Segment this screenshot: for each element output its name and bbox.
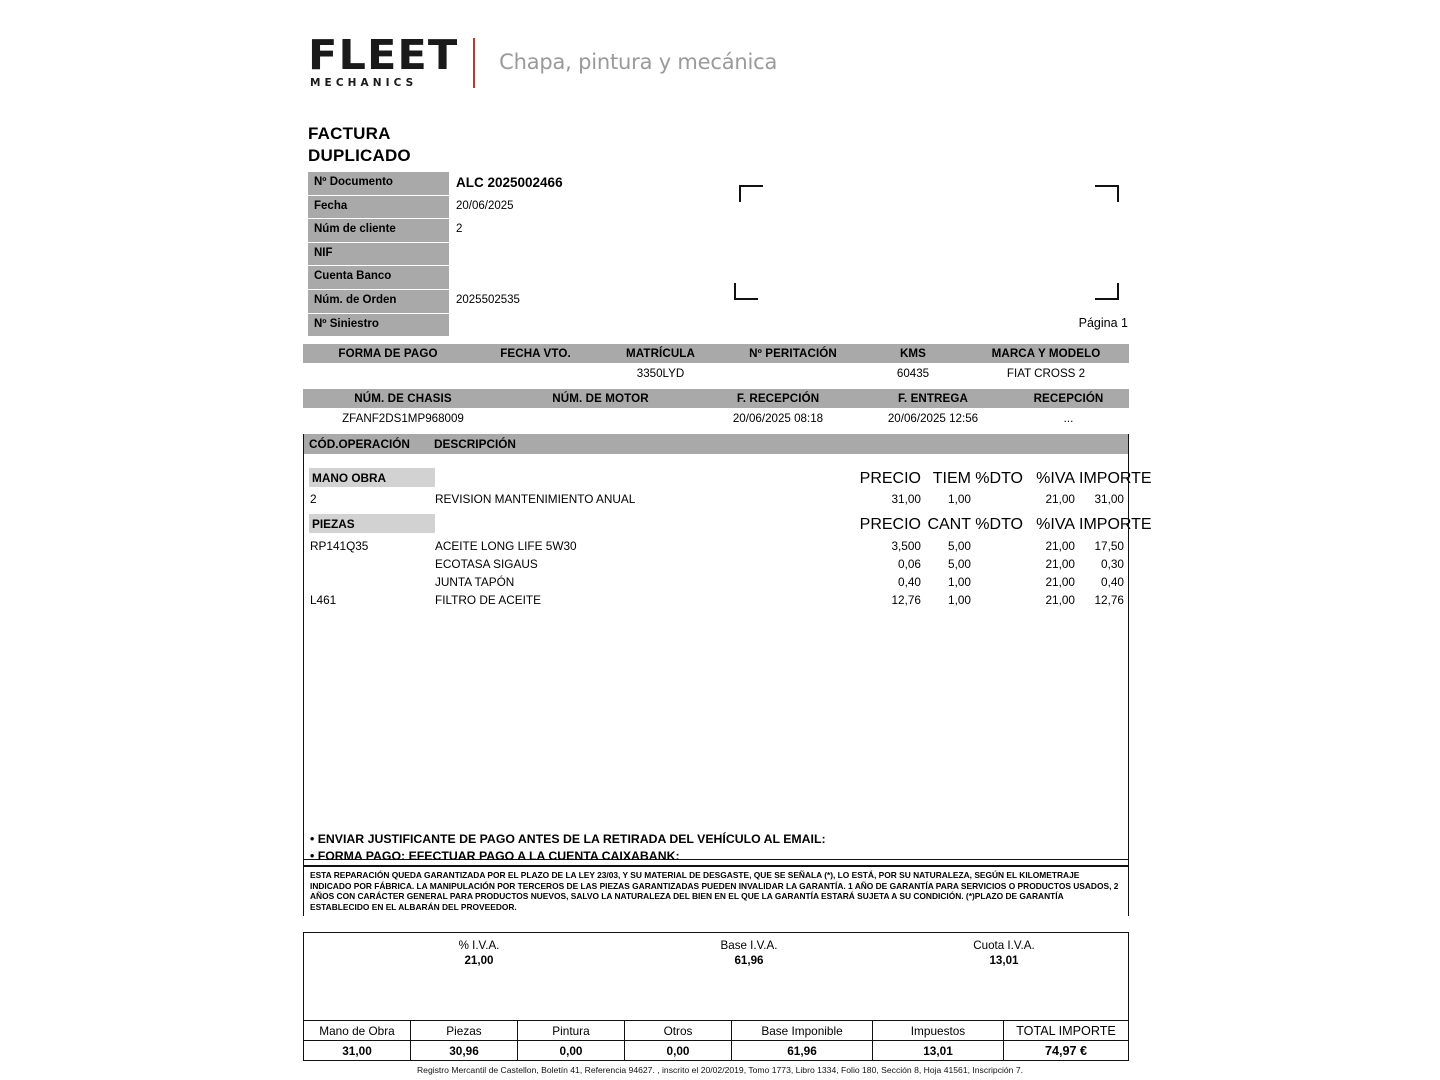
meta-row bbox=[308, 196, 598, 220]
table-row bbox=[303, 363, 1129, 384]
meta-value-num-cliente: 2 bbox=[456, 223, 463, 236]
item-cod: L461 bbox=[310, 593, 337, 607]
value-f-entrega: 20/06/2025 12:56 bbox=[858, 408, 1008, 429]
total-value-otros: 0,00 bbox=[625, 1041, 732, 1061]
item-iva: 21,00 bbox=[1045, 492, 1075, 506]
total-col-total-importe: TOTAL IMPORTE bbox=[1004, 1021, 1129, 1041]
iva-percent-label: % I.V.A. bbox=[458, 939, 500, 952]
value-num-de-motor bbox=[503, 408, 698, 429]
meta-value-nif bbox=[449, 243, 598, 267]
registry-footer: Registro Mercantil de Castellon, Boletín 41, Referencia 94627. , inscrito el 20/02/2019, Tomo 1773, Libro 1334, Folio 180, Sección 8, Hoja 41561, Inscripción 7. bbox=[416, 1065, 1024, 1075]
item-cod: 2 bbox=[310, 492, 317, 506]
section-label-mano-obra: MANO OBRA bbox=[309, 468, 435, 487]
item-cant: 1,00 bbox=[948, 593, 971, 607]
vehicle-info-table-top bbox=[303, 344, 1129, 384]
logo-tagline: Chapa, pintura y mecánica bbox=[499, 50, 778, 74]
meta-label-num-siniestro: Nº Siniestro bbox=[308, 314, 449, 338]
iva-summary-box bbox=[303, 932, 1129, 1020]
total-col-impuestos: Impuestos bbox=[873, 1021, 1004, 1041]
meta-label-fecha: Fecha bbox=[308, 196, 449, 220]
item-desc: ACEITE LONG LIFE 5W30 bbox=[435, 539, 577, 553]
address-cropmark-bottom-right bbox=[1095, 283, 1119, 300]
document-title: FACTURA bbox=[308, 124, 391, 143]
col-f-recepcion: F. RECEPCIÓN bbox=[698, 389, 858, 408]
value-f-recepcion: 20/06/2025 08:18 bbox=[698, 408, 858, 429]
document-subtitle: DUPLICADO bbox=[308, 146, 411, 165]
total-col-pintura: Pintura bbox=[518, 1021, 625, 1041]
items-table-body bbox=[303, 434, 1152, 860]
total-col-piezas: Piezas bbox=[411, 1021, 518, 1041]
iva-percent-value: 21,00 bbox=[464, 954, 494, 967]
item-importe: 0,40 bbox=[1101, 575, 1124, 589]
total-col-mano-de-obra: Mano de Obra bbox=[304, 1021, 411, 1041]
totals-header-row bbox=[304, 1021, 1129, 1041]
section-label-piezas: PIEZAS bbox=[309, 514, 435, 533]
section-mano-obra bbox=[304, 468, 1152, 487]
value-num-peritacion bbox=[723, 363, 863, 384]
meta-row bbox=[308, 290, 598, 314]
item-precio: 3,500 bbox=[891, 539, 921, 553]
meta-label-num-cliente: Núm de cliente bbox=[308, 219, 449, 243]
col-importe-labor: IMPORTE bbox=[1079, 470, 1152, 487]
value-num-de-chasis: ZFANF2DS1MP968009 bbox=[303, 408, 503, 429]
total-value-base-imponible: 61,96 bbox=[732, 1041, 873, 1061]
note-bank-line: • FORMA PAGO: EFECTUAR PAGO A LA CUENTA CAIXABANK: bbox=[310, 848, 680, 863]
col-tiem-labor: TIEM bbox=[932, 470, 971, 487]
col-precio-parts: PRECIO bbox=[859, 516, 921, 533]
table-header-row bbox=[303, 389, 1129, 408]
address-cropmark-top-right bbox=[1095, 185, 1119, 202]
item-iva: 21,00 bbox=[1045, 575, 1075, 589]
payment-notes bbox=[303, 828, 1129, 867]
iva-cuota-label: Cuota I.V.A. bbox=[973, 939, 1035, 952]
iva-cuota-column bbox=[889, 939, 1119, 967]
col-matricula: MATRÍCULA bbox=[598, 344, 723, 363]
item-row-part bbox=[304, 591, 1130, 609]
item-iva: 21,00 bbox=[1045, 557, 1075, 571]
col-f-entrega: F. ENTREGA bbox=[858, 389, 1008, 408]
total-value-pintura: 0,00 bbox=[518, 1041, 625, 1061]
item-row-part bbox=[304, 555, 1130, 573]
item-cant: 5,00 bbox=[948, 557, 971, 571]
meta-value-cuenta-banco bbox=[449, 266, 598, 290]
col-precio-labor: PRECIO bbox=[859, 470, 921, 487]
page-number: Página 1 bbox=[1078, 316, 1128, 330]
warranty-legal-text: ESTA REPARACIÓN QUEDA GARANTIZADA POR EL PLAZO DE LA LEY 23/03, Y SU MATERIAL DE DESGASTE, QUE SE SEÑALA (*), LO ESTÁ, POR SU NATURALEZA, SEGÚN EL KILOMETRAJE INDICADO POR FÁBRICA. LA MANIPULACIÓN POR TERCEROS DE LAS PIEZAS GARANTIZADAS PUEDEN INVALIDAR LA GARANTÍA. 1 AÑO DE GARANTÍA PARA SERVICIOS O PRODUCTOS USADOS, 2 AÑOS CON CARÁCTER GENERAL PARA PRODUCTOS NUEVOS, SALVO LA NATURALEZA DEL BIEN EN EL QUE LA GARANTÍA ESTARÁ SUJETA A SU CONDICIÓN. (*)PLAZO DE GARANTÍA ESTABLECIDO EN EL ALBARÁN DEL PROVEEDOR. bbox=[303, 865, 1129, 916]
value-recepcion: ... bbox=[1008, 408, 1129, 429]
total-value-mano-de-obra: 31,00 bbox=[304, 1041, 411, 1061]
col-iva-parts: %IVA bbox=[1036, 516, 1075, 533]
iva-base-column bbox=[634, 939, 864, 967]
iva-cuota-value: 13,01 bbox=[989, 954, 1019, 967]
value-forma-de-pago bbox=[303, 363, 473, 384]
meta-value-num-siniestro bbox=[449, 314, 598, 338]
section-piezas bbox=[304, 514, 1152, 533]
meta-row bbox=[308, 243, 598, 267]
col-marca-y-modelo: MARCA Y MODELO bbox=[963, 344, 1129, 363]
col-forma-de-pago: FORMA DE PAGO bbox=[303, 344, 473, 363]
total-value-piezas: 30,96 bbox=[411, 1041, 518, 1061]
item-cod: RP141Q35 bbox=[310, 539, 369, 553]
col-num-peritacion: Nº PERITACIÓN bbox=[723, 344, 863, 363]
item-cant: 5,00 bbox=[948, 539, 971, 553]
item-importe: 12,76 bbox=[1094, 593, 1124, 607]
meta-value-fecha: 20/06/2025 bbox=[456, 199, 514, 212]
logo-wordmark bbox=[308, 30, 459, 89]
meta-label-documento: Nº Documento bbox=[308, 172, 449, 196]
meta-row bbox=[308, 266, 598, 290]
value-matricula: 3350LYD bbox=[598, 363, 723, 384]
meta-row bbox=[308, 172, 598, 196]
col-num-de-motor: NÚM. DE MOTOR bbox=[503, 389, 698, 408]
logo-subname: MECHANICS bbox=[310, 76, 418, 89]
address-cropmark-top-left bbox=[739, 185, 763, 202]
iva-base-value: 61,96 bbox=[734, 954, 764, 967]
item-row-part bbox=[304, 573, 1130, 591]
col-dto-labor: %DTO bbox=[975, 470, 1023, 487]
col-iva-labor: %IVA bbox=[1036, 470, 1075, 487]
item-cant: 1,00 bbox=[948, 575, 971, 589]
item-row-part bbox=[304, 537, 1130, 555]
col-dto-parts: %DTO bbox=[975, 516, 1023, 533]
meta-label-num-orden: Núm. de Orden bbox=[308, 290, 449, 314]
item-tiem: 1,00 bbox=[948, 492, 971, 506]
total-value-total-importe: 74,97 € bbox=[1004, 1041, 1129, 1061]
item-desc: ECOTASA SIGAUS bbox=[435, 557, 538, 571]
col-recepcion: RECEPCIÓN bbox=[1008, 389, 1129, 408]
meta-row bbox=[308, 314, 598, 338]
logo-name: FLEET bbox=[308, 30, 459, 79]
meta-value-num-orden: 2025502535 bbox=[456, 293, 520, 306]
col-kms: KMS bbox=[863, 344, 963, 363]
table-header-row bbox=[303, 344, 1129, 363]
note-email-line: • ENVIAR JUSTIFICANTE DE PAGO ANTES DE LA RETIRADA DEL VEHÍCULO AL EMAIL: bbox=[310, 832, 826, 846]
col-cod-operacion: CÓD.OPERACIÓN bbox=[309, 437, 410, 451]
totals-value-row bbox=[304, 1041, 1129, 1061]
total-col-otros: Otros bbox=[625, 1021, 732, 1041]
invoice-meta-table bbox=[308, 172, 598, 337]
total-value-impuestos: 13,01 bbox=[873, 1041, 1004, 1061]
item-row-labor bbox=[304, 490, 1130, 508]
meta-row bbox=[308, 219, 598, 243]
item-desc: REVISION MANTENIMIENTO ANUAL bbox=[435, 492, 636, 506]
col-fecha-vto: FECHA VTO. bbox=[473, 344, 598, 363]
table-row bbox=[303, 408, 1129, 429]
total-col-base-imponible: Base Imponible bbox=[732, 1021, 873, 1041]
company-logo bbox=[308, 32, 777, 92]
col-descripcion: DESCRIPCIÓN bbox=[434, 437, 516, 451]
item-desc: FILTRO DE ACEITE bbox=[435, 593, 541, 607]
item-desc: JUNTA TAPÓN bbox=[435, 575, 515, 589]
item-importe: 17,50 bbox=[1094, 539, 1124, 553]
address-cropmark-bottom-left bbox=[734, 283, 758, 300]
totals-table bbox=[303, 1020, 1129, 1061]
meta-value-documento: ALC 2025002466 bbox=[456, 175, 563, 190]
item-importe: 0,30 bbox=[1101, 557, 1124, 571]
iva-percent-column bbox=[364, 939, 594, 967]
item-precio: 12,76 bbox=[891, 593, 921, 607]
logo-divider bbox=[473, 38, 475, 88]
col-cant-parts: CANT bbox=[927, 516, 971, 533]
col-importe-parts: IMPORTE bbox=[1079, 516, 1152, 533]
value-fecha-vto bbox=[473, 363, 598, 384]
item-iva: 21,00 bbox=[1045, 539, 1075, 553]
meta-label-nif: NIF bbox=[308, 243, 449, 267]
item-iva: 21,00 bbox=[1045, 593, 1075, 607]
vehicle-info-table-bottom bbox=[303, 389, 1129, 429]
iva-base-label: Base I.V.A. bbox=[720, 939, 778, 952]
meta-label-cuenta-banco: Cuenta Banco bbox=[308, 266, 449, 290]
col-num-de-chasis: NÚM. DE CHASIS bbox=[303, 389, 503, 408]
value-marca-y-modelo: FIAT CROSS 2 bbox=[963, 363, 1129, 384]
item-importe: 31,00 bbox=[1094, 492, 1124, 506]
item-precio: 0,40 bbox=[898, 575, 921, 589]
item-precio: 31,00 bbox=[891, 492, 921, 506]
item-precio: 0,06 bbox=[898, 557, 921, 571]
value-kms: 60435 bbox=[863, 363, 963, 384]
